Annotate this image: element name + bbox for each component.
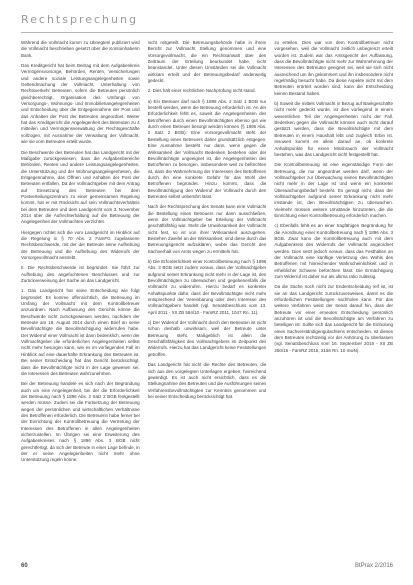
paragraph: 2. Dies hält einer rechtlichen Nachprüfung nicht stand. [147,88,256,94]
page-footer [21,563,393,575]
paragraph: 1. Das Landgericht hat seine Entscheidung wie folgt begründet: Es komme offensichtlich, die Betreuung im Umfang der Vollmacht mit dem Kontrollbetreuer anzuordnen. Nach Auffassung des Gerichts könne die Beschwerde nicht zurückgewiesen werden, nachdem der Betreute am 18. August 2014 durch einen Brief an seine Bevollmächtigte die Bevollmächtigung widerrufen habe. Der Widerruf einer Vollmacht ist dann bedenklich, wenn der Vollmachtgeber die erforderlichen Angelegenheiten selbst nicht mehr besorgen kann, wie es im vorliegenden Fall im Hinblick auf eine dauerhafte Erkrankung des Betreuten ist. Bei seiner Entscheidung hat das Gericht berücksichtigt, dass die Bevollmächtigte nicht in der Lage gewesen sei, die Interessen des Betreuten wahrzunehmen. [21,288,140,376]
paragraph: Das Kreditgericht hat beim Beitrag mit dem Aufgabenkreis Vermögensvorsorge, Behörden, Renten, Versicherungen und andere soziale Leistungsangelegenheiten sowie Geltendmachung der Vollmacht, Unterhaltung von Rechtsverkehr Betreuten, sofern die Betreuten persönlich gleichberechtigt, Organisation des Umfangs von Versorgungs-, Wohnungs- und Immobilienangelegenheiten und Entscheidung über die Entgegennahme der Post und das Anhalten der Post der Betreuten angeordnet. Weiter hat das Kreditgericht die Angelegenheit des Betreuten zu 4 mitteilen und Vermögensverwaltung der Rechtsgeschäfte vollzogen, mit Ausnahme der Verwaltung der Vollmacht, wie sie vom Betreuten erteilt wurde. [21,63,140,145]
paragraph: b) Soweit die mittels Vollmacht in Bezug auf Bankgeschäfte nicht mehr gedeckt wurde, ist dies vorliegend in einem wesentlichen Teil der Angelegenheiten nicht der Fall. Bedenken gegen die Vollmacht können auch nicht darauf gestützt werden, dass die Bevollmächtigte mit dem Betreuten in einem Haushalt lebt und zugleich Erbin ist. Insoweit kommt es allein darauf an, ob konkrete Anhaltspunkte für einen Missbrauch der Vollmacht bestehen, was das Landgericht nicht festgestellt hat. [274,101,394,157]
journal-issue: BtPrax 2/2016 [354,563,393,569]
paragraph: zu erteilen. Dies war von dem Kontrollbetreuer nicht vorgesehen, weil die Vollmacht zeitlich unbegrenzt erteilt worden ist. Zudem war das Amtsgericht der Auffassung, dass die Bevollmächtigte nicht mehr zur Wahrnehmung der Interessen des Betreuten geeignet sei, weil sie sich nicht ausreichend um ihn gekümmert und ihn insbesondere nicht regelmäßig besucht habe. Da diese Aspekte nicht mit dem Betreuten erörtert worden sind, kann die Entscheidung keinen Bestand haben. [274,40,394,96]
text-column-1 [21,40,140,560]
paragraph: Bei der Betreuung handele es sich nach der Begründung auch um eine Angelegenheit, bei der die Erforderlichkeit der Betreuung nach § 1896 Abs. 2 Satz 2 BGB festgestellt werden müsse. Zudem sei die Fortsetzung der Betreuung wegen der persönlichen und wirtschaftlichen Verhältnisse des Betroffenen erforderlich. Die Betreuerin habe ferner bei der Einrichtung der Kontrollbetreuung die Vertretung der Interessen des Betroffenen in allen Angelegenheiten sicherzustellen. Im Übrigen sei eine Erweiterung des Aufgabenkreises nach § 1896 Abs. 3 BGB nicht gerechtfertigt, da sich der Betreute in einer Lage befinde, in der er seine Angelegenheiten nicht mehr ohne Unterstützung regeln könne. [21,381,140,463]
text-column-3 [274,40,393,560]
paragraph: a) Ein Betreuer darf nach § 1896 Abs. 2 Satz 1 BGB nur bestellt werden, wenn die Betreuung erforderlich ist. An der Erforderlichkeit fehlt es, soweit die Angelegenheiten des Betroffenen durch einen Bevollmächtigten ebenso gut wie durch einen Betreuer besorgt werden können (§ 1896 Abs. 2 Satz 2 BGB). Eine Vorsorgevollmacht steht der Bestellung eines Betreuers daher grundsätzlich entgegen. Eine Ausnahme besteht nur dann, wenn gegen die Wirksamkeit der Vollmacht Bedenken bestehen oder der Bevollmächtigte ungeeignet ist, die Angelegenheiten des Betroffenen zu besorgen, insbesondere weil zu befürchten ist, dass die Wahrnehmung der Interessen des Betroffenen durch ihn eine konkrete Gefahr für das Wohl des Betroffenen begründet. Hinzu kommt, dass die Bevollmächtigung den Widerruf der Vollmacht durch den Betreuten selbst unberührt lässt. [147,98,267,199]
paragraph: Die Kontrollbetreuung ist eine eigenständige Form der Betreuung, die nur angeordnet werden darf, wenn der Vollmachtgeber zur Überwachung seines Bevollmächtigten nicht mehr in der Lage ist und wenn ein konkreter Überwachungsbedarf besteht. Es genügt nicht, dass der Vollmachtgeber aufgrund seiner Erkrankung nicht mehr imstande ist, den Bevollmächtigten zu überwachen. Vielmehr müssen weitere Umstände hinzutreten, die die Einrichtung einer Kontrollbetreuung erforderlich machen. [274,162,394,218]
paragraph: Nach der Rechtsprechung des Senats kann eine Vollmacht die Bestellung eines Betreuers nur dann ausschließen, wenn der Vollmachtgeber bei Erteilung der Vollmacht geschäftsfähig war. Steht die Unwirksamkeit der Vollmacht nicht fest, so ist von ihrer Wirksamkeit auszugehen. Bestehen Zweifel an der Wirksamkeit, sind diese durch das Betreuungsgericht aufzuklären, wobei das Gericht den Sachverhalt von Amts wegen zu ermitteln hat. [147,204,267,254]
paragraph: c) Der Widerruf der Vollmacht durch den Betreuten ist nicht schon deshalb unwirksam, weil der Betreute unter Betreuung steht. Maßgeblich ist allein die Geschäftsfähigkeit des Vollmachtgebers im Zeitpunkt des Widerrufs. Hierzu hat das Landgericht keine Feststellungen getroffen. [147,320,267,357]
paragraph: b) Die Erforderlichkeit einer Kontrollbetreuung nach § 1896 Abs. 3 BGB setzt zudem voraus, dass der Vollmachtgeber aufgrund seiner Erkrankung nicht mehr in der Lage ist, den Bevollmächtigten zu überwachen und gegebenenfalls die Vollmacht zu widerrufen. Hierzu bedarf es konkreter Anhaltspunkte dafür, dass der Bevollmächtigte nicht mehr entsprechend der Vereinbarung oder dem Interesse des Vollmachtgebers handelt (vgl. Senatsbeschluss vom 13. April 2011 - XII ZB 584/10 - FamRZ 2011, 1047 Rn. 11). [147,259,267,315]
article-body [21,40,393,560]
text-column-2 [148,40,267,560]
paragraph: II. Die Rechtsbeschwerde ist begründet. Sie führt zur Aufhebung des angefochtenen Beschlusses und zur Zurückverweisung der Sache an das Landgericht. [21,265,140,284]
paragraph: c) Ebenfalls fehlt es an einer tragfähigen Begründung für die Anordnung einer Kontrollbetreuung nach § 1896 Abs. 3 BGB. Zwar kann die Kontrollbetreuung auch mit dem Aufgabenkreis des Widerrufs der Vollmacht angeordnet werden. Dies setzt jedoch voraus, dass das Festhalten an der Vollmacht eine künftige Verletzung des Wohls des Betroffenen mit hinreichender Wahrscheinlichkeit und in erheblicher Schwere befürchten lässt. Die Ermächtigung zum Widerruf ist daher nur als ultima ratio zulässig. [274,223,394,280]
paragraph: nicht mitgeteilt. Die Betreuungsbehörde habe in ihrem Bericht zur Vollmacht Stellung genommen und eine Vorsorgevollmacht, die ein Rechtsanwalt über den Zeitraum der Erteilung beurkundet habe, nicht beanstandet. Unter diesen Umständen sei die Vollmacht wirksam erteilt und der Betreuungsbedarf anderweitig gedeckt. [147,40,267,84]
section-title: Rechtsprechung [21,13,138,26]
paragraph: Die Beschwerde des Betreuten hat das Landgericht mit der Maßgabe zurückgewiesen, dass die Aufgabenbereiche Behörden, Renten und andere Leistungsangelegenheiten, die Unterstützung und der Wohnungsangelegenheiten, die Entgegennahme, das Öffnen und Anhalten der Post der Betreuten entfallen. Da der Vollmachtgeber mit dem Antrag auf Einsetzung des Betreuten bei dem Postverteilungszentrum zu einer gemeinsamen Regelung kommt, hat er mit Rücksicht auf sein Vollmachtsverhältnis bei dem Betreuten und dem Landgericht vom 3. November 2014 über die Aufrechterhaltung auf die Betreuung der Angelegenheit der Vollmachten verzichtet. [21,149,140,225]
paragraph: Da die Sache noch nicht zur Endentscheidung reif ist, ist sie an das Landgericht zurückzuverweisen, damit es die erforderlichen Feststellungen nachholen kann. Für das weitere Verfahren weist der Senat darauf hin, dass der Betreute vor einer erneuten Entscheidung persönlich anzuhören ist und die Bevollmächtigte am Verfahren zu beteiligen ist. Sollte sich das Landgericht für die Einholung eines Sachverständigengutachtens entscheiden, ist dieses dem Betreuten rechtzeitig vor der Anhörung zu überlassen (vgl. Senatsbeschluss vom 16. September 2015 - XII ZB 250/15 - FamRZ 2015, 2156 Rn. 10 mwN). [274,284,394,353]
paragraph: Während die Vollmacht kumm zu Ubnegtenl publiziert wird die Vollmacht beschrieben gesetzt über die Kontoinhaberin Bank. [21,40,140,58]
header-divider [21,32,393,33]
page-header [21,13,393,29]
page-number: 60 [21,563,28,569]
paragraph: Hiergegen richtet sich die vom Landgericht im Hinblick auf die Regelung in § 70 Abs. 2 FamFG zugelassene Rechtsbeschwerde, mit der der Betreute seine Aufhebung der Betreuung und die Aufhebung des Widerrufs der Vorsorgevollmacht anstrebt. [21,229,140,260]
paragraph: Das Landgericht hat nicht die Rechte des Betreuten, die sich aus den vorgelegten Unterlagen ergeben, hinreichend gewürdigt. Es ist auch nicht ersichtlich, dass es die Stellungnahme des Betreuten und die Ausführungen seines Verfahrensbevollmächtigten zur Kenntnis genommen und bei seiner Entscheidung berücksichtigt hat. [147,362,267,399]
